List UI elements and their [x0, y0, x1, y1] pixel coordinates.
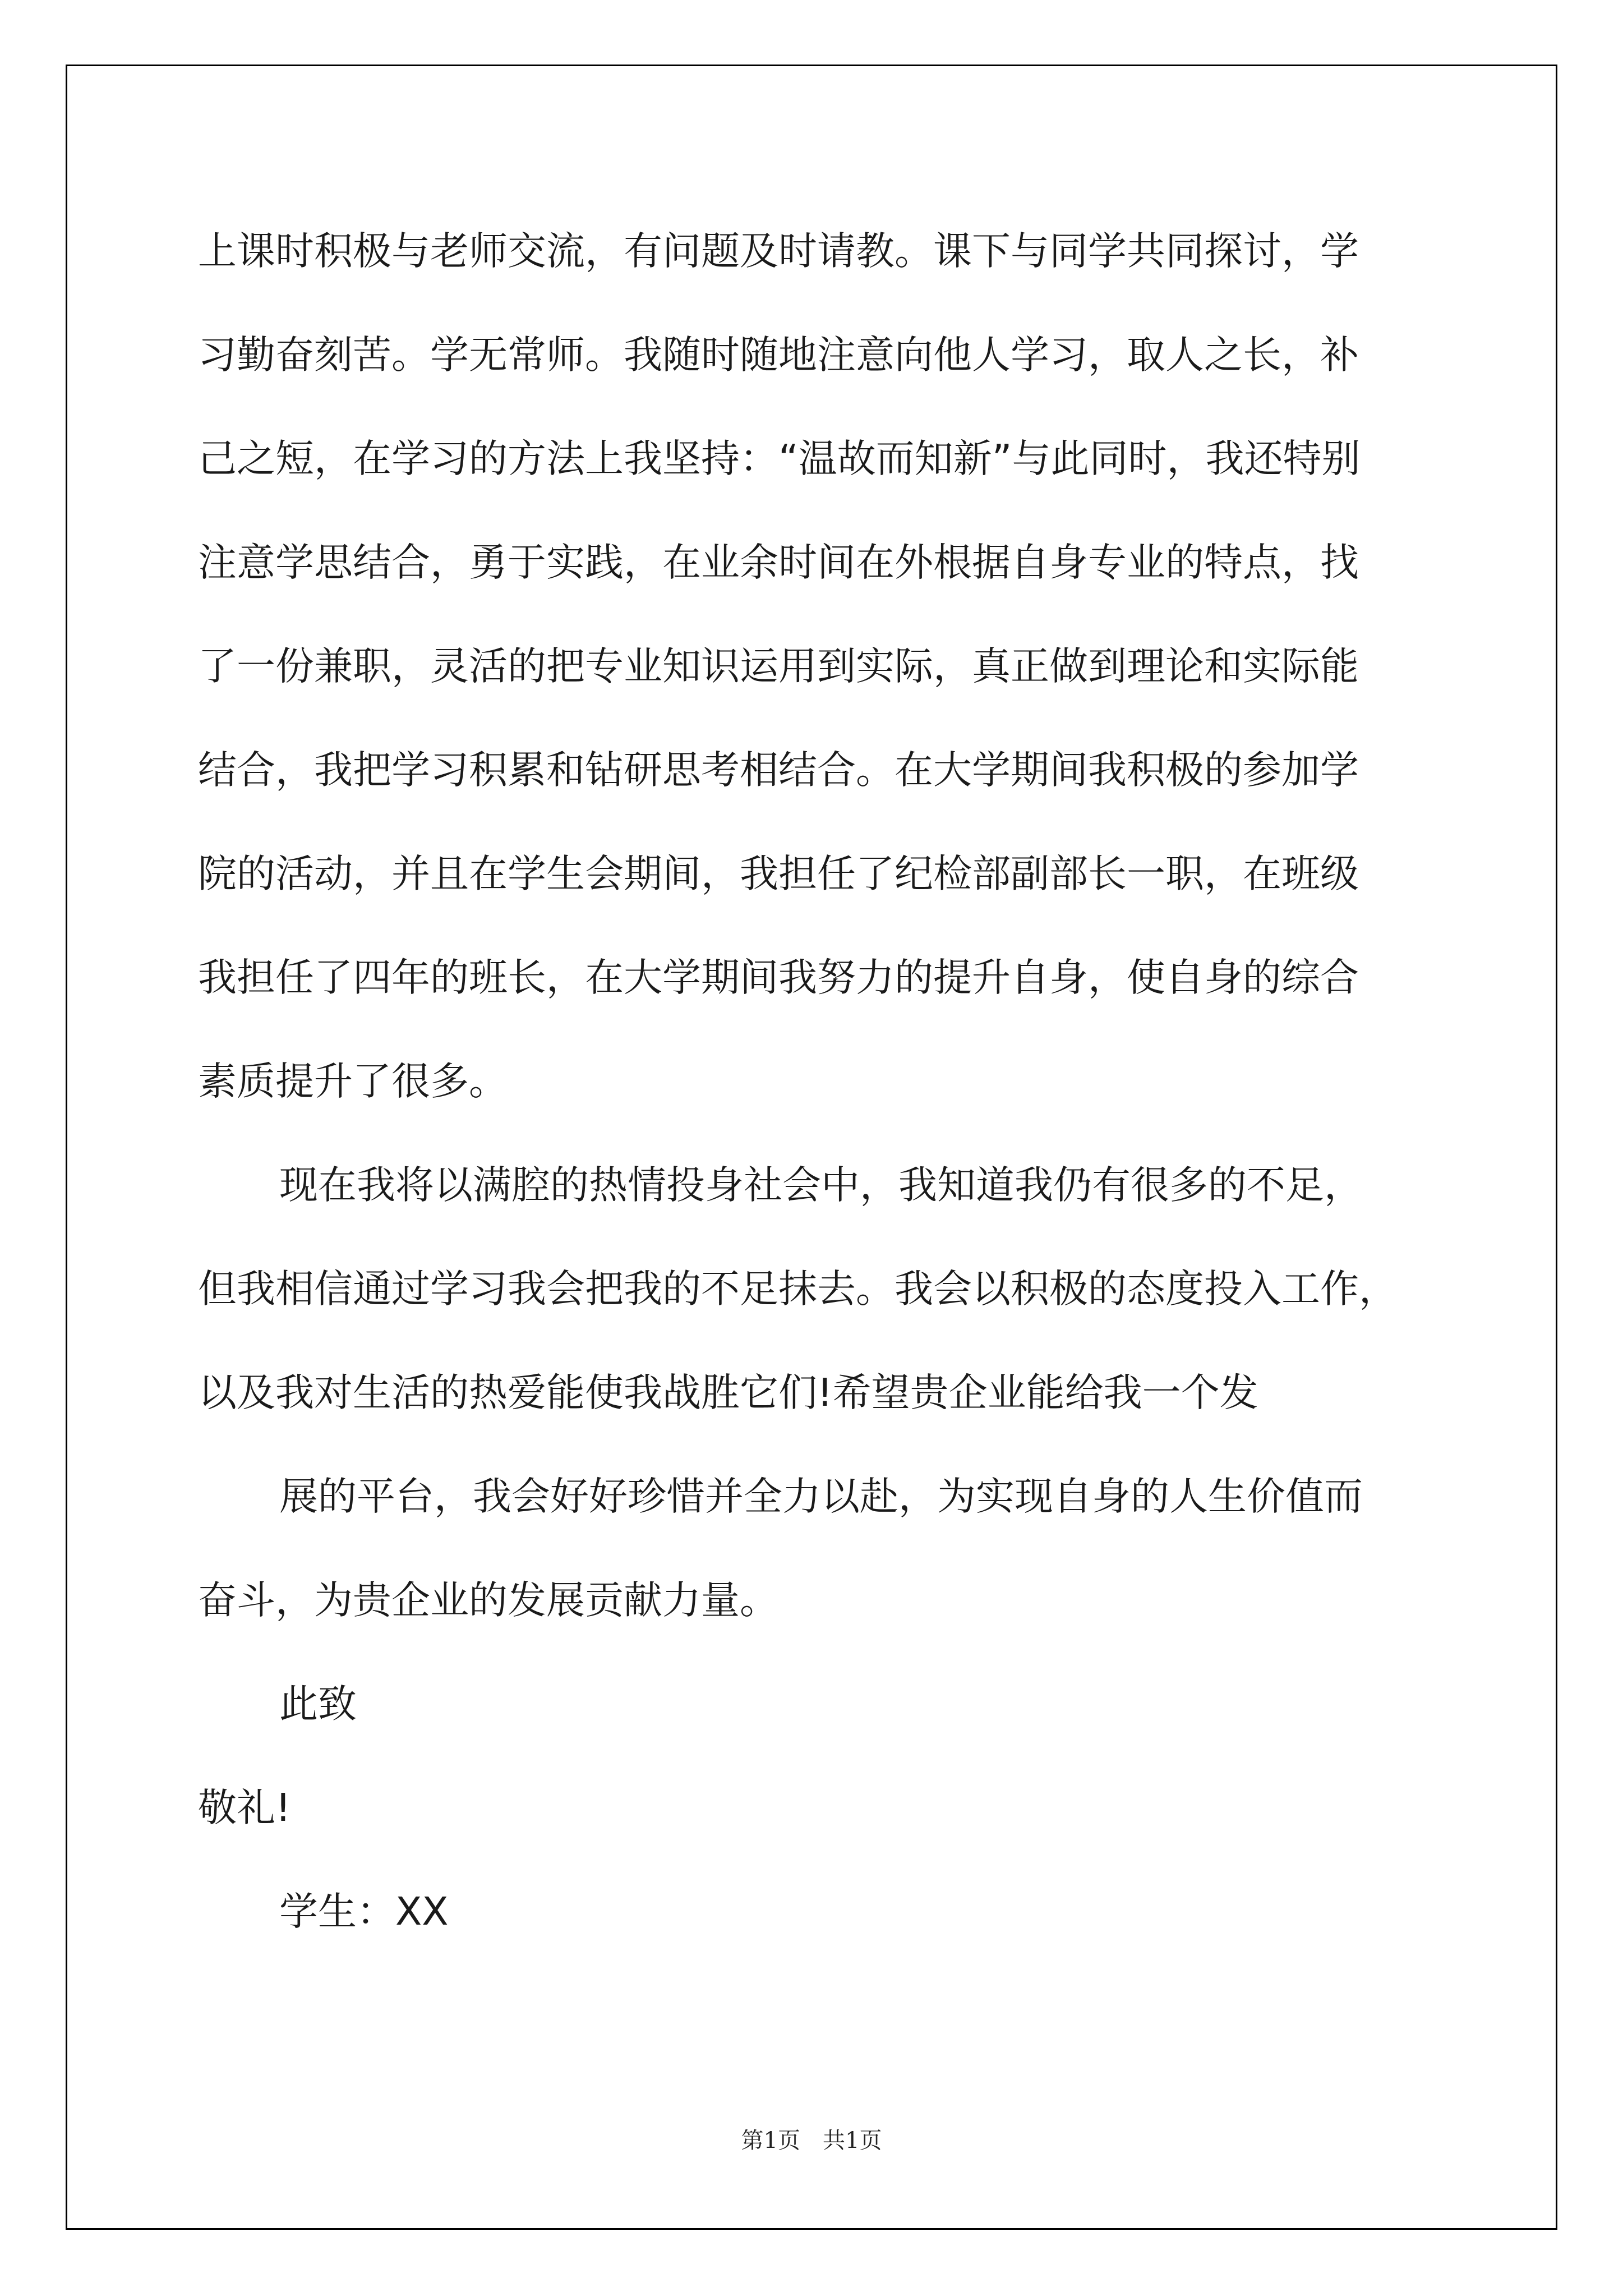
text-line: 但我相信通过学习我会把我的不足抹去。我会以积极的态度投入工作， — [198, 1267, 1398, 1312]
text-line: 素质提升了很多。 — [198, 1059, 508, 1104]
text-line: 奋斗，为贵企业的发展贡献力量。 — [198, 1578, 778, 1623]
text-line: 了一份兼职，灵活的把专业知识运用到实际，真正做到理论和实际能 — [198, 644, 1359, 689]
text-line: 结合，我把学习积累和钻研思考相结合。在大学期间我积极的参加学 — [198, 748, 1359, 793]
text-line: 以及我对生活的热爱能使我战胜它们!希望贵企业能给我一个发 — [198, 1370, 1258, 1415]
signature-line: 学生：XX — [279, 1889, 449, 1934]
text-line: 我担任了四年的班长，在大学期间我努力的提升自身，使自身的综合 — [198, 955, 1359, 1000]
text-line: 注意学思结合，勇于实践，在业余时间在外根据自身专业的特点，找 — [198, 540, 1359, 585]
closing-line: 此致 — [279, 1682, 357, 1727]
text-line: 上课时积极与老师交流，有问题及时请教。课下与同学共同探讨，学 — [198, 229, 1359, 274]
text-line: 院的活动，并且在学生会期间，我担任了纪检部副部长一职，在班级 — [198, 852, 1359, 896]
salutation-line: 敬礼! — [198, 1786, 291, 1830]
text-line: 习勤奋刻苦。学无常师。我随时随地注意向他人学习，取人之长，补 — [198, 333, 1359, 378]
text-line: 展的平台，我会好好珍惜并全力以赴，为实现自身的人生价值而 — [279, 1474, 1363, 1519]
page-footer: 第1页 共1页 — [741, 2128, 882, 2154]
text-line: 己之短，在学习的方法上我坚持：“温故而知新”与此同时，我还特别 — [198, 436, 1361, 481]
text-line: 现在我将以满腔的热情投身社会中，我知道我仍有很多的不足， — [279, 1163, 1363, 1208]
